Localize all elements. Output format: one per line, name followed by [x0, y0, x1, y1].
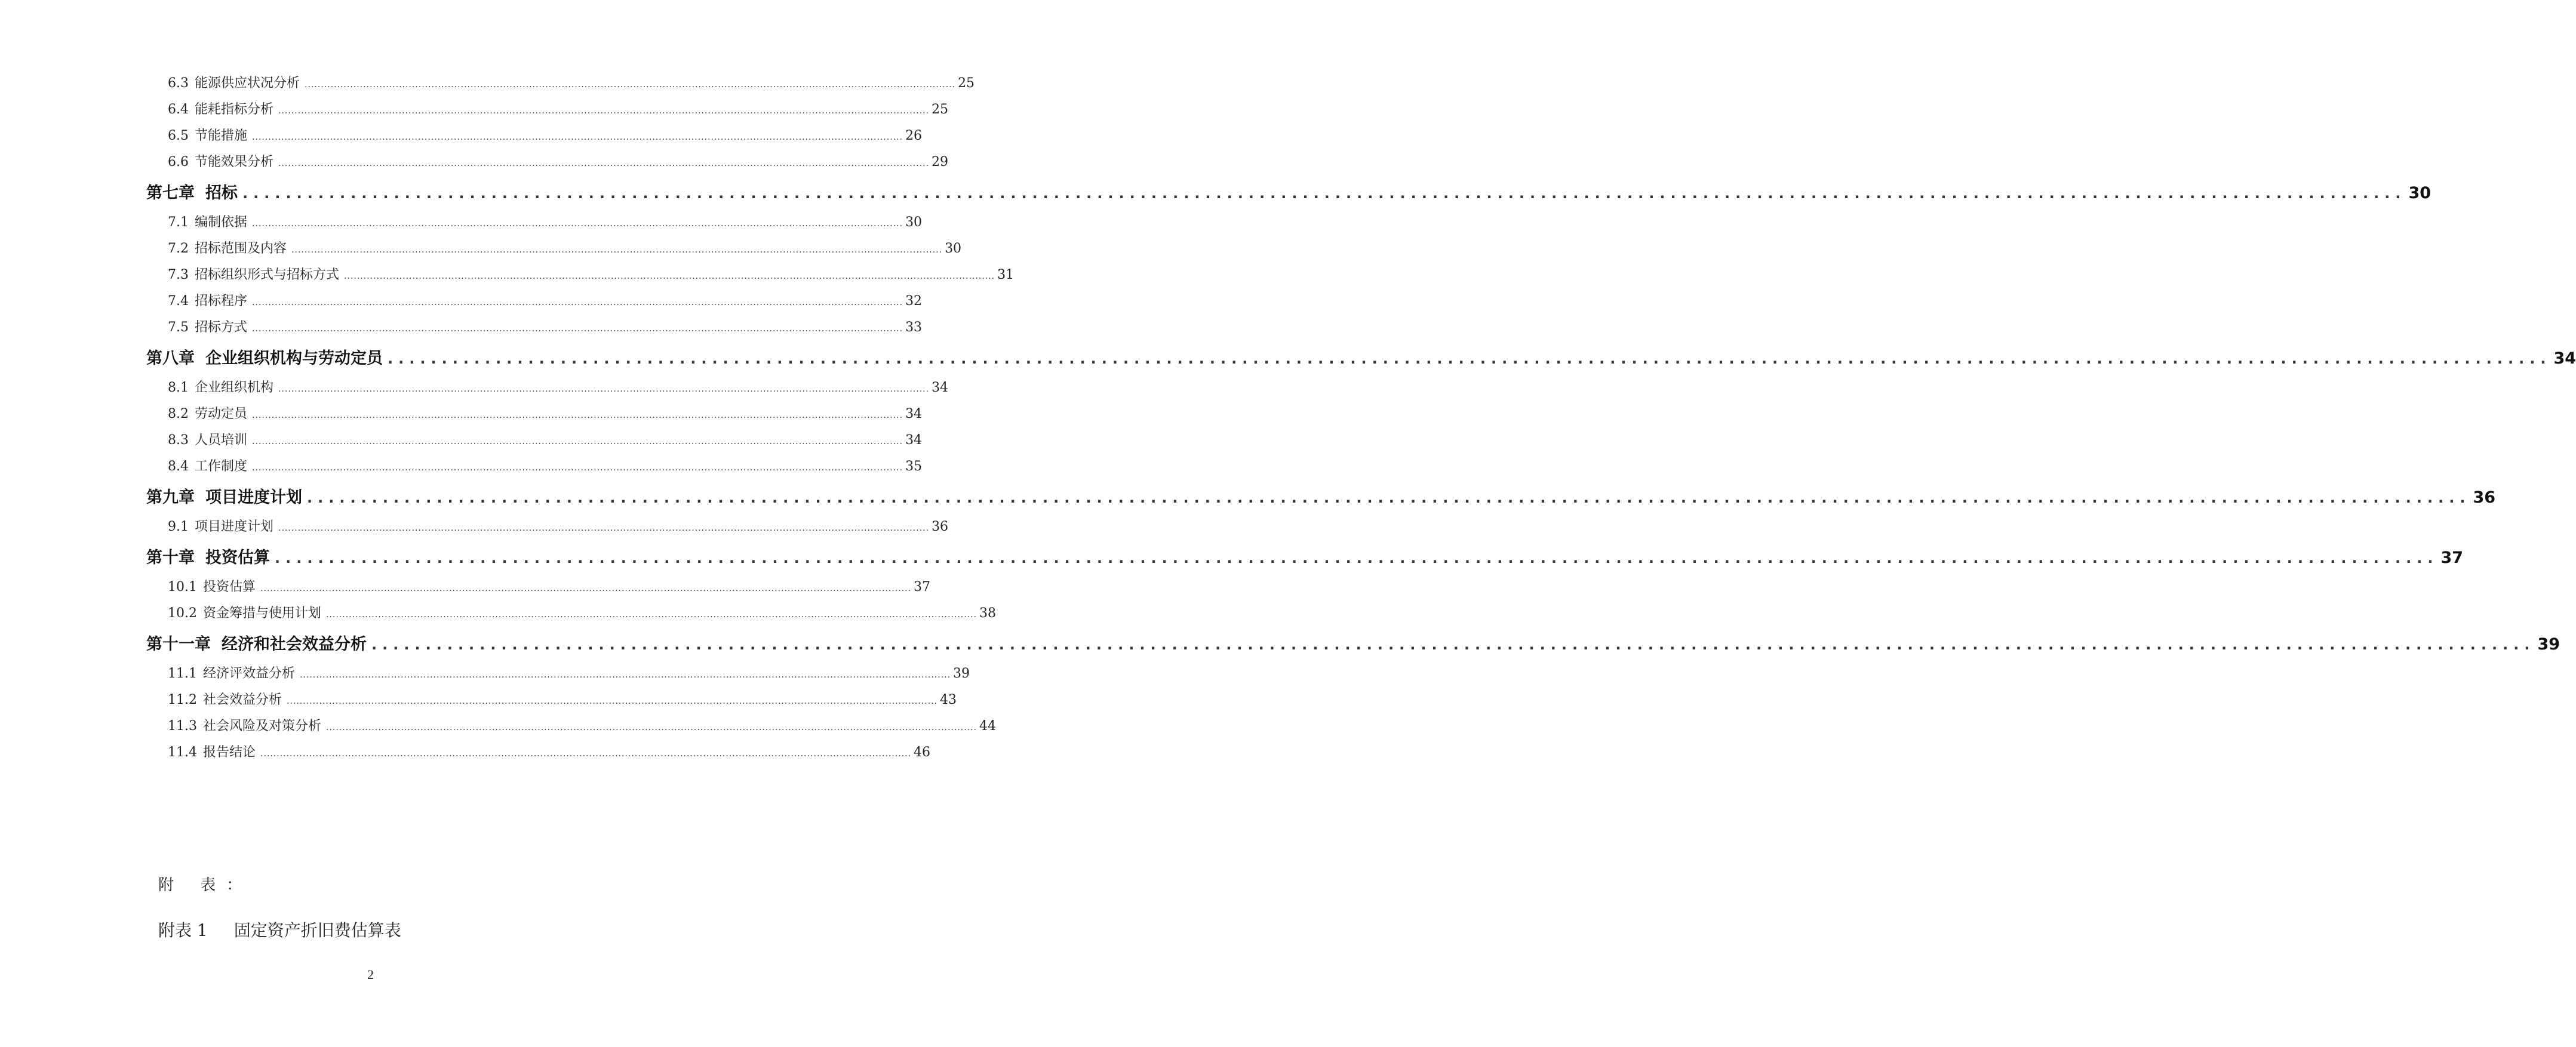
toc-section-entry[interactable]: [168, 264, 1015, 293]
toc-section-entry[interactable]: [168, 317, 923, 346]
toc-entry-title: 投资估算: [205, 549, 270, 567]
toc-entry-title: 企业组织机构与劳动定员: [205, 349, 383, 368]
toc-entry-title: 劳动定员: [195, 407, 248, 421]
toc-chapter-entry[interactable]: [146, 180, 2431, 213]
toc-chapter-entry[interactable]: [146, 631, 2560, 664]
toc-entry-title: 报告结论: [202, 745, 256, 760]
appendix-item-number: 附表 1: [158, 920, 208, 940]
toc-section-entry[interactable]: [168, 742, 931, 771]
toc-entry-number: 7.2: [168, 241, 189, 256]
toc-entry-title: 能源供应状况分析: [195, 76, 300, 91]
toc-entry-number: 6.3: [168, 76, 189, 91]
toc-entry-title: 投资估算: [202, 580, 256, 595]
toc-entry-number: 第九章: [146, 488, 195, 507]
toc-entry-title: 招标范围及内容: [195, 241, 287, 256]
toc-entry-title: 编制依据: [195, 215, 248, 230]
toc-dot-leader: ........................................................................................................................................................................................................: [275, 550, 2439, 566]
toc-dot-leader: ........................................................................................................................................................................................................: [278, 524, 930, 533]
toc-dot-leader: ........................................................................................................................................................................................................: [291, 245, 943, 255]
toc-section-entry[interactable]: [168, 663, 970, 692]
toc-page-number: 30: [905, 215, 923, 230]
toc-section-entry[interactable]: [168, 404, 923, 432]
toc-entry-number: 11.1: [168, 666, 197, 681]
toc-page-number: 37: [2440, 549, 2464, 567]
toc-section-entry[interactable]: [168, 125, 923, 154]
toc-entry-number: 第十一章: [146, 635, 211, 654]
toc-page-number: 35: [905, 459, 923, 474]
toc-dot-leader: ........................................................................................................................................................................................................: [326, 610, 977, 620]
toc-page-number: 44: [979, 719, 997, 734]
toc-entry-title: 招标方式: [195, 320, 248, 335]
toc-section-entry[interactable]: [168, 430, 923, 458]
toc-page-number: 32: [905, 294, 923, 309]
toc-dot-leader: ........................................................................................................................................................................................................: [305, 80, 956, 90]
toc-dot-leader: ........................................................................................................................................................................................................: [252, 437, 903, 446]
toc-entry-title: 节能效果分析: [195, 155, 274, 170]
toc-entry-title: 经济和社会效益分析: [222, 635, 367, 654]
toc-dot-leader: ........................................................................................................................................................................................................: [300, 670, 951, 680]
toc-entry-number: 6.4: [168, 102, 189, 117]
toc-entry-title: 项目进度计划: [195, 519, 274, 534]
toc-entry-number: 11.3: [168, 719, 197, 734]
toc-entry-number: 第八章: [146, 349, 195, 368]
toc-entry-number: 10.1: [168, 580, 197, 595]
page-number: 2: [367, 967, 374, 982]
toc-section-entry[interactable]: [168, 516, 949, 545]
toc-dot-leader: ........................................................................................................................................................................................................: [252, 324, 903, 334]
toc-section-entry[interactable]: [168, 377, 949, 406]
toc-dot-leader: ........................................................................................................................................................................................................: [278, 106, 930, 116]
toc-dot-leader: ........................................................................................................................................................................................................: [278, 159, 930, 168]
toc-page-number: 34: [2553, 349, 2576, 368]
toc-page-number: 46: [914, 745, 931, 760]
toc-section-entry[interactable]: [168, 689, 957, 718]
toc-entry-title: 工作制度: [195, 459, 248, 474]
toc-dot-leader: ........................................................................................................................................................................................................: [344, 272, 995, 281]
toc-entry-title: 社会效益分析: [202, 692, 282, 707]
toc-dot-leader: ........................................................................................................................................................................................................: [260, 584, 912, 593]
toc-entry-number: 8.1: [168, 380, 189, 395]
toc-entry-number: 11.4: [168, 745, 197, 760]
toc-dot-leader: ........................................................................................................................................................................................................: [252, 298, 903, 307]
toc-section-entry[interactable]: [168, 291, 923, 319]
toc-page-number: 25: [958, 76, 975, 91]
toc-entry-title: 招标: [205, 184, 238, 202]
toc-entry-number: 10.2: [168, 606, 197, 621]
toc-chapter-entry[interactable]: [146, 484, 2496, 518]
toc-entry-number: 9.1: [168, 519, 189, 534]
toc-chapter-entry[interactable]: [146, 345, 2576, 378]
toc-page-number: 26: [905, 128, 923, 143]
toc-entry-number: 7.1: [168, 215, 189, 230]
toc-section-entry[interactable]: [168, 73, 975, 101]
toc-page-number: 30: [2408, 184, 2431, 202]
toc-entry-number: 6.6: [168, 155, 189, 170]
toc-page-number: 37: [914, 580, 931, 595]
appendix-heading: 附 表：: [158, 876, 253, 894]
toc-chapter-entry[interactable]: [146, 544, 2464, 578]
toc-dot-leader: ........................................................................................................................................................................................................: [252, 463, 903, 473]
toc-entry-title: 招标组织形式与招标方式: [195, 267, 340, 282]
appendix-item: [158, 917, 401, 941]
toc-page-number: 29: [932, 155, 949, 170]
toc-page-number: 30: [945, 241, 962, 256]
toc-entry-title: 企业组织机构: [195, 380, 274, 395]
toc-entry-number: 11.2: [168, 692, 197, 707]
toc-section-entry[interactable]: [168, 456, 923, 485]
toc-dot-leader: ........................................................................................................................................................................................................: [326, 723, 977, 732]
toc-dot-leader: ........................................................................................................................................................................................................: [287, 697, 938, 706]
toc-entry-title: 经济评效益分析: [202, 666, 295, 681]
toc-entry-title: 招标程序: [195, 294, 248, 309]
toc-section-entry[interactable]: [168, 603, 997, 632]
toc-entry-number: 第十章: [146, 549, 195, 567]
toc-section-entry[interactable]: [168, 716, 997, 744]
toc-entry-title: 项目进度计划: [205, 488, 302, 507]
toc-entry-title: 人员培训: [195, 433, 248, 448]
toc-section-entry[interactable]: [168, 99, 949, 128]
toc-dot-leader: ........................................................................................................................................................................................................: [307, 489, 2471, 506]
toc-page-number: 38: [979, 606, 997, 621]
toc-entry-number: 8.4: [168, 459, 189, 474]
toc-page-number: 36: [932, 519, 949, 534]
toc-dot-leader: ........................................................................................................................................................................................................: [252, 133, 903, 142]
toc-dot-leader: ........................................................................................................................................................................................................: [252, 411, 903, 420]
toc-page-number: 34: [905, 433, 923, 448]
toc-page-number: 39: [953, 666, 970, 681]
toc-entry-number: 7.5: [168, 320, 189, 335]
toc-dot-leader: ........................................................................................................................................................................................................: [252, 219, 903, 229]
toc-entry-title: 社会风险及对策分析: [202, 719, 321, 734]
toc-page-number: 39: [2537, 635, 2560, 654]
toc-page-number: 25: [932, 102, 949, 117]
toc-page-number: 33: [905, 320, 923, 335]
toc-section-entry[interactable]: [168, 152, 949, 180]
toc-entry-number: 7.4: [168, 294, 189, 309]
toc-section-entry[interactable]: [168, 238, 962, 267]
toc-entry-number: 第七章: [146, 184, 195, 202]
toc-dot-leader: ........................................................................................................................................................................................................: [388, 350, 2552, 367]
toc-page-number: 34: [932, 380, 949, 395]
toc-dot-leader: ........................................................................................................................................................................................................: [278, 384, 930, 394]
toc-section-entry[interactable]: [168, 577, 931, 605]
toc-page-number: 43: [940, 692, 957, 707]
toc-page-number: 36: [2473, 488, 2496, 507]
toc-page-number: 34: [905, 407, 923, 421]
toc-entry-title: 能耗指标分析: [195, 102, 274, 117]
toc-section-entry[interactable]: [168, 212, 923, 241]
appendix-item-title: 固定资产折旧费估算表: [233, 920, 401, 940]
toc-entry-title: 节能措施: [195, 128, 248, 143]
toc-entry-number: 8.3: [168, 433, 189, 448]
toc-page-number: 31: [997, 267, 1015, 282]
toc-dot-leader: ........................................................................................................................................................................................................: [371, 636, 2535, 653]
toc-entry-title: 资金筹措与使用计划: [202, 606, 321, 621]
toc-dot-leader: ........................................................................................................................................................................................................: [260, 749, 912, 759]
toc-dot-leader: ........................................................................................................................................................................................................: [242, 185, 2406, 202]
toc-entry-number: 6.5: [168, 128, 189, 143]
toc-entry-number: 7.3: [168, 267, 189, 282]
toc-entry-number: 8.2: [168, 407, 189, 421]
